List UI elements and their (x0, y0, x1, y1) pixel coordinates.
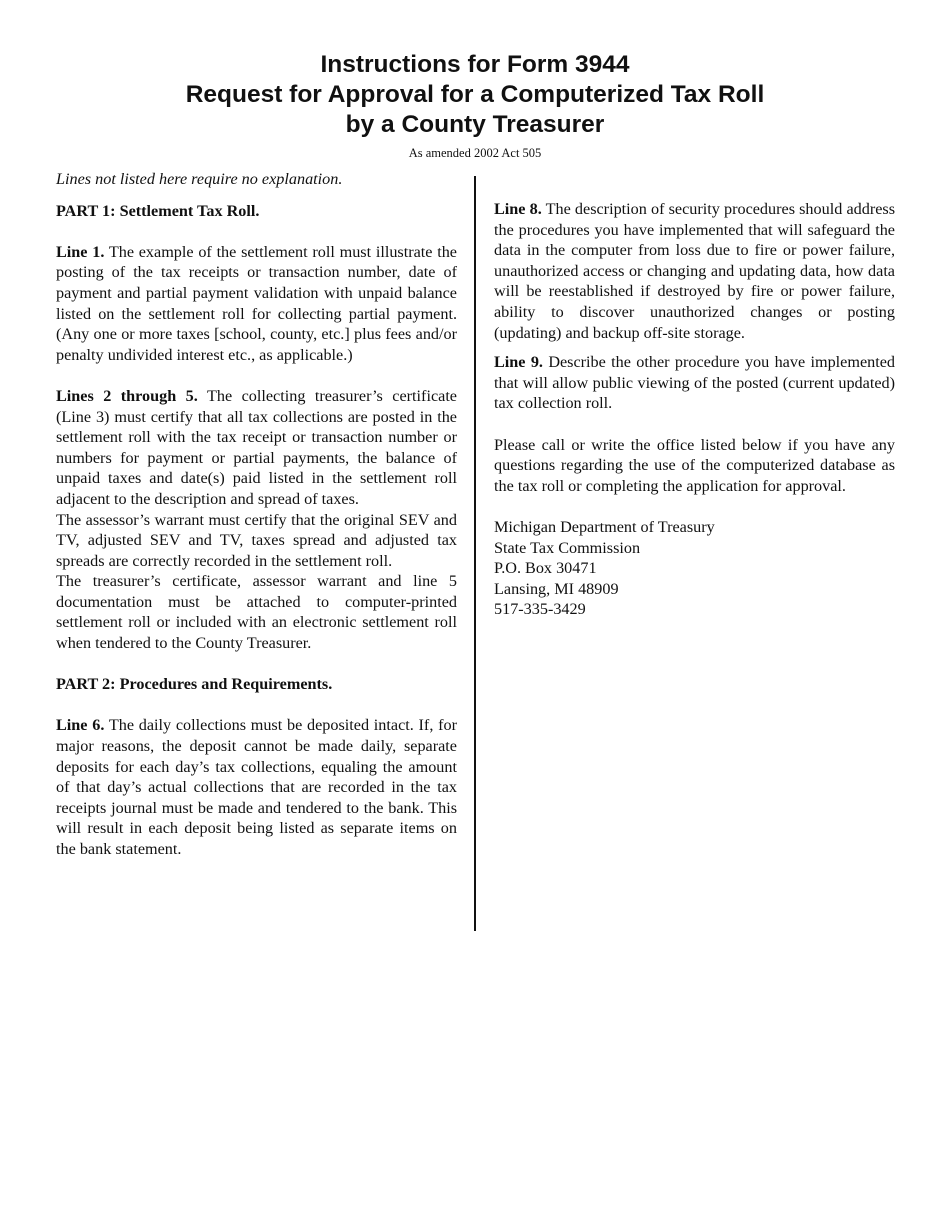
address-line-2: State Tax Commission (494, 538, 641, 557)
unlisted-lines-note: Lines not listed here require no explanation. (56, 170, 343, 188)
line6-text: The daily collections must be deposited intact. If, for major reasons, the deposit cannot be made daily, separate deposits for each day’s tax collections, equaling the amount of that day’s actual collections that are recorded in the tax receipts journal must be made and tendered to the bank. This will result in each deposit being listed as separate items on the bank statement. (56, 716, 457, 858)
line8-label: Line 8. (494, 200, 542, 218)
lines2-5-label: Lines 2 through 5. (56, 386, 198, 405)
line8-text: The description of security procedures should address the procedures you have implemented that will safeguard the data in the computer from loss due to fire or power failure, unauthorized access or changing and updating data, how data will be reestablished if destroyed by fire or power failure, ability to discover unauthorized changes or posting (updating) and backup off-site storage. (494, 200, 895, 342)
assessor-warrant-paragraph: The assessor’s warrant must certify that the original SEV and TV, adjusted SEV and TV, taxes spread and adjusted tax spreads are correctly recorded in the settlement roll. (56, 510, 457, 570)
contact-paragraph: Please call or write the office listed below if you have any questions regarding the use of the computerized database as the tax roll or completing the application for approval. (494, 435, 895, 495)
treasurer-certificate-paragraph: The treasurer’s certificate, assessor warrant and line 5 documentation must be attached to computer-printed settlement roll or included with an electronic settlement roll when tendered to the County Treasurer. (56, 572, 457, 653)
line1-label: Line 1. (56, 242, 105, 261)
line9-label: Line 9. (494, 353, 543, 372)
line8-paragraph (494, 199, 895, 343)
address-line-3: P.O. Box 30471 (494, 559, 597, 578)
line9-paragraph (494, 352, 895, 414)
line1-text: The example of the settlement roll must illustrate the posting of the tax receipts or transaction number, date of payment and partial payment validation with unpaid balance listed on the settlement roll for collecting partial payment. (Any one or more taxes [school, county, etc.] plus fees and/or penalty undivided interest etc., as applicable.) (56, 242, 457, 364)
title-line-1: Instructions for Form 3944 (320, 51, 630, 78)
lines2-5-paragraph (56, 386, 457, 510)
document-title (0, 50, 950, 140)
address-phone: 517-335-3429 (494, 600, 586, 619)
address-line-1: Michigan Department of Treasury (494, 517, 715, 536)
mailing-address (494, 517, 895, 620)
line6-label: Line 6. (56, 716, 105, 735)
part2-heading: PART 2: Procedures and Requirements. (56, 675, 333, 694)
left-column (56, 169, 457, 860)
right-column (494, 199, 895, 620)
title-line-3: by a County Treasurer (345, 111, 605, 138)
lines2-5-text: The collecting treasurer’s certificate (Line 3) must certify that all tax collections are posted in the settlement roll with the tax receipt or transaction number or numbers for payment or partial payments, the balance of unpaid taxes and date(s) paid listed in the settlement roll adjacent to the description and spread of taxes. (56, 386, 457, 508)
line6-paragraph (56, 715, 457, 859)
line1-paragraph (56, 242, 457, 366)
address-line-4: Lansing, MI 48909 (494, 579, 619, 598)
amended-note: As amended 2002 Act 505 (408, 146, 542, 160)
line9-text: Describe the other procedure you have implemented that will allow public viewing of the posted (current updated) tax collection roll. (494, 353, 895, 413)
title-line-2: Request for Approval for a Computerized Tax Roll (185, 81, 765, 108)
part1-heading: PART 1: Settlement Tax Roll. (56, 201, 260, 220)
column-divider (474, 176, 476, 931)
